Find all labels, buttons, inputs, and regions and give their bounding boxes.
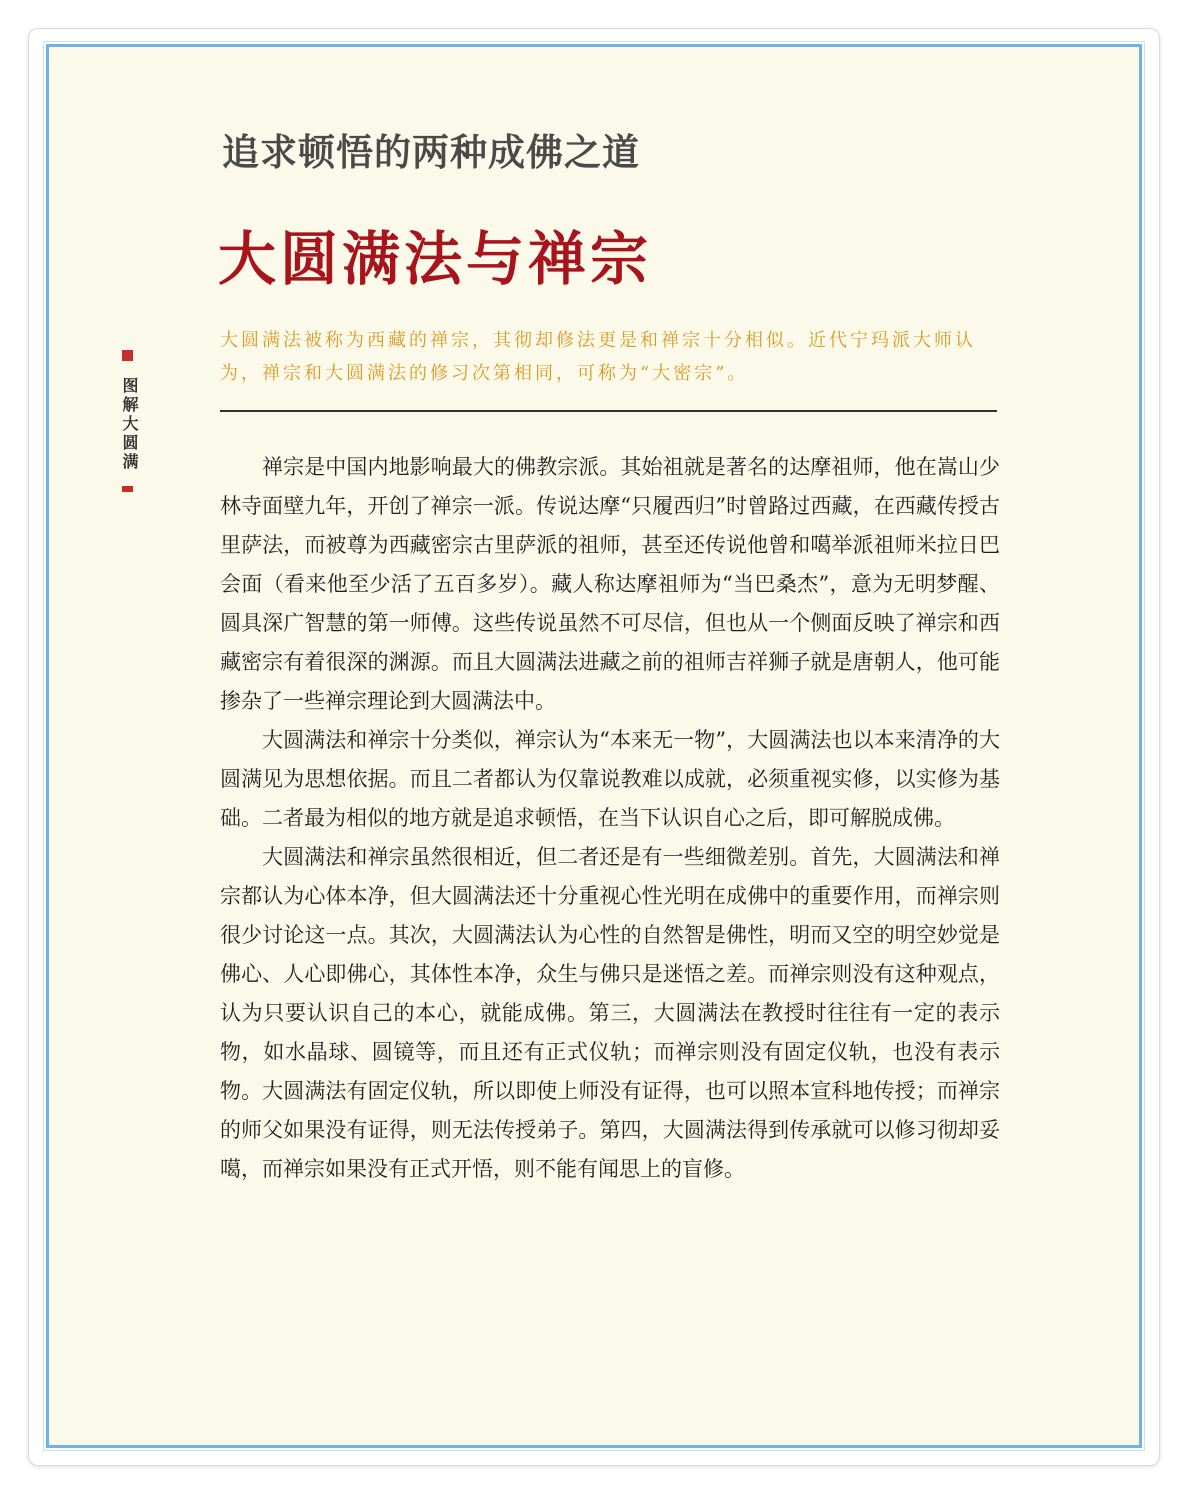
side-section-label: [118, 350, 139, 492]
body-paragraph: 大圆满法和禅宗十分类似，禅宗认为“本来无一物”，大圆满法也以本来清净的大圆满见为思想依据。而且二者都认为仅靠说教难以成就，必须重视实修，以实修为基础。二者最为相似的地方就是追求顿悟，在当下认识自心之后，即可解脱成佛。: [220, 728, 1000, 830]
body-text: [220, 448, 1000, 1189]
side-marker-bottom-icon: [122, 486, 133, 492]
side-label-text: 图解大圆满: [120, 377, 139, 472]
body-paragraph: 大圆满法和禅宗虽然很相近，但二者还是有一些细微差别。首先，大圆满法和禅宗都认为心体本净，但大圆满法还十分重视心性光明在成佛中的重要作用，而禅宗则很少讨论这一点。其次，大圆满法认为心性的自然智是佛性，明而又空的明空妙觉是佛心、人心即佛心，其体性本净，众生与佛只是迷悟之差。而禅宗则没有这种观点，认为只要认识自己的本心，就能成佛。第三，大圆满法在教授时往往有一定的表示物，如水晶球、圆镜等，而且还有正式仪轨；而禅宗则没有固定仪轨，也没有表示物。大圆满法有固定仪轨，所以即使上师没有证得，也可以照本宣科地传授；而禅宗的师父如果没有证得，则无法传授弟子。第四，大圆满法得到传承就可以修习彻却妥噶，而禅宗如果没有正式开悟，则不能有闻思上的盲修。: [220, 845, 1000, 1181]
page-subtitle: 追求顿悟的两种成佛之道: [222, 131, 640, 174]
body-paragraph: 禅宗是中国内地影响最大的佛教宗派。其始祖就是著名的达摩祖师，他在嵩山少林寺面壁九年，开创了禅宗一派。传说达摩“只履西归”时曾路过西藏，在西藏传授古里萨法，而被尊为西藏密宗古里萨派的祖师，甚至还传说他曾和噶举派祖师米拉日巴会面（看来他至少活了五百多岁）。藏人称达摩祖师为“当巴桑杰”，意为无明梦醒、圆具深广智慧的第一师傅。这些传说虽然不可尽信，但也从一个侧面反映了禅宗和西藏密宗有着很深的渊源。而且大圆满法进藏之前的祖师吉祥狮子就是唐朝人，他可能掺杂了一些禅宗理论到大圆满法中。: [220, 455, 1000, 713]
intro-summary: 大圆满法被称为西藏的禅宗，其彻却修法更是和禅宗十分相似。近代宁玛派大师认为，禅宗和大圆满法的修习次第相同，可称为“大密宗”。: [220, 330, 976, 384]
page-title: 大圆满法与禅宗: [218, 225, 653, 293]
book-page: [52, 50, 1136, 1442]
divider-rule: [220, 410, 997, 412]
side-marker-top-icon: [122, 350, 133, 361]
